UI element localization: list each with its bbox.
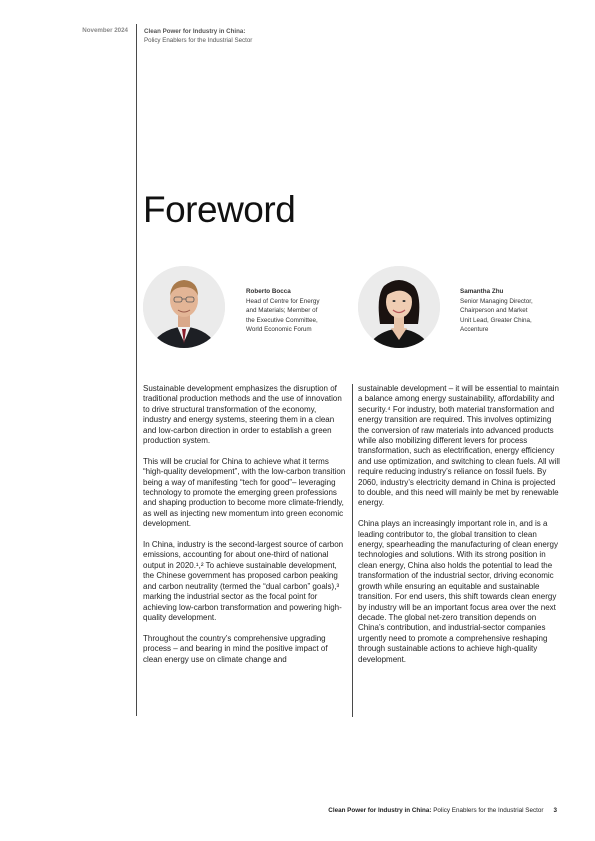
footer-title-rest: Policy Enablers for the Industrial Sector (431, 807, 544, 814)
column-divider (352, 384, 353, 717)
header-date: November 2024 (82, 27, 128, 34)
page-number: 3 (553, 807, 557, 814)
author-info-roberto-bocca (246, 287, 320, 335)
author-name: Samantha Zhu (460, 288, 504, 295)
header-title-line2: Policy Enablers for the Industrial Sector (144, 37, 253, 44)
body-column-left (143, 384, 346, 675)
paragraph: China plays an increasingly important role in, and is a leading contributor to, the global transition to clean energy, spearheading the manufacturing of clean energy technologies and solutions. With its strong position in clean energy, China also holds the potential to lead the transformation of the industrial sector, driving economic growth while ensuring an equitable and sustainable transition. For end users, this shift towards clean energy by industry will be an important focus area over the next decade. The global net-zero transition depends on China’s contribution, and industrial-sector companies urgently need to promote a comprehensive reshaping through sustainable actions to achieve high-quality development. (358, 519, 558, 664)
header-title-line1: Clean Power for Industry in China: (144, 28, 246, 35)
author-role-line: the Executive Committee, (246, 316, 318, 324)
header-divider (136, 24, 137, 716)
author-role-line: Accenture (460, 326, 489, 334)
author-portrait-samantha-zhu (358, 266, 440, 348)
paragraph: In China, industry is the second-largest source of carbon emissions, accounting for about one-third of national output in 2020.¹,² To achieve sustainable development, the Chinese government has proposed carbon peaking and carbon neutrality (termed the “dual carbon” goals),³ marking the industrial sector as the focal point for achieving low-carbon transformation and powering high-quality development. (143, 540, 344, 622)
author-info-samantha-zhu (460, 287, 533, 335)
paragraph: This will be crucial for China to achieve what it terms “high-quality development”, with the low-carbon transition being a way of manifesting “tech for good”– leveraging technology to promote the emerging green professions and shaping production to become more climate-friendly, as well as injecting new momentum into green economic development. (143, 456, 346, 529)
paragraph: Sustainable development emphasizes the disruption of traditional production methods and the use of innovation to drive structural transformation of the economy, industry and energy systems, steering them in a clean and low-carbon direction in order to establish a green production system. (143, 384, 342, 446)
author-name: Roberto Bocca (246, 288, 291, 295)
page-title: Foreword (143, 189, 296, 230)
paragraph: Throughout the country’s comprehensive upgrading process – and bearing in mind the positive impact of clean energy use on climate change and (143, 633, 328, 664)
author-role-line: Senior Managing Director, (460, 297, 533, 305)
author-role-line: Head of Centre for Energy (246, 297, 320, 305)
author-role-line: and Materials; Member of (246, 307, 318, 315)
paragraph: sustainable development – it will be essential to maintain a balance among energy sustainability, affordability and security.⁴ For industry, both material transformation and energy transition are required. This involves optimizing the conversion of raw materials into advanced products while also mobilizing different levers for process transformation, such as electrification, energy efficiency and use optimization, and switching to clean fuels. All will require reducing industry’s reliance on fossil fuels. By 2060, industry’s electricity demand in China is projected to double, and this need will mainly be met by renewable energy. (358, 384, 560, 508)
author-role-line: Chairperson and Market (460, 307, 528, 315)
page-footer (328, 807, 557, 814)
author-role-line: Unit Lead, Greater China, (460, 316, 532, 324)
footer-title-bold: Clean Power for Industry in China: (328, 807, 432, 814)
author-role-line: World Economic Forum (246, 326, 312, 334)
author-portrait-roberto-bocca (143, 266, 225, 348)
header-title (144, 27, 252, 45)
body-column-right (358, 384, 561, 675)
